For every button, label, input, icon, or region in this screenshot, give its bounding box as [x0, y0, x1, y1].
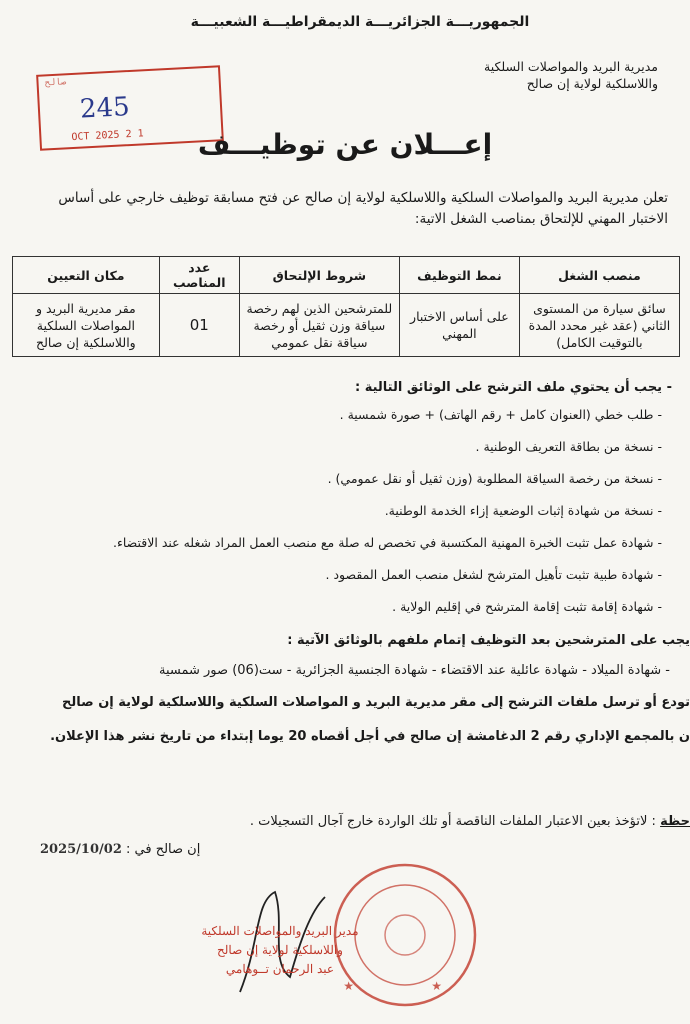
jobs-table	[12, 256, 680, 357]
republic-title: الجمهوريـــة الجزائريـــة الديمقراطيـــة الشعبيـــة	[190, 14, 530, 30]
place-label: إن صالح في :	[126, 842, 201, 857]
dept-line-2: واللاسلكية لولاية إن صالح	[526, 76, 658, 91]
page-title: إعـــلان عن توظيـــف	[197, 128, 493, 161]
table-row	[13, 294, 680, 357]
note-text: : لاتؤخذ بعين الاعتبار الملفات الناقصة أو تلك الواردة خارج آجال التسجيلات .	[249, 814, 656, 829]
directorate-name	[398, 58, 658, 92]
stamp-top-text: صالح	[44, 77, 67, 89]
documents-heading: - يجب أن يحتوي ملف الترشح على الوثائق التالية :	[354, 380, 672, 395]
signing-date: 2025/10/02	[40, 842, 122, 857]
cell-position: سائق سيارة من المستوى الثاني (عقد غير محدد المدة بالتوقيت الكامل)	[519, 294, 679, 357]
list-item: - نسخة من رخصة السياقة المطلوبة (وزن ثقيل أو نقل عمومي) .	[327, 471, 662, 486]
cell-recruitment-mode: على أساس الاختبار المهني	[399, 294, 519, 357]
dept-line-1: مديرية البريد والمواصلات السلكية	[484, 59, 658, 74]
stamp-number: 245	[79, 92, 131, 125]
note-label: حظة	[660, 814, 690, 829]
signatory-title-1: مدير البريد والمواصلات السلكية	[201, 924, 359, 938]
cell-location: مقر مديرية البريد و المواصلات السلكية واللاسلكية إن صالح	[13, 294, 160, 357]
list-item: - شهادة إقامة تثبت إقامة المترشح في إقليم الولاية .	[392, 599, 662, 614]
seal-star-icon: ★	[343, 979, 354, 993]
list-item: - نسخة من شهادة إثبات الوضعية إزاء الخدمة الوطنية.	[384, 503, 662, 518]
seal-star-icon: ★	[431, 979, 442, 993]
list-item: - شهادة طبية تثبت تأهيل المترشح لشغل منصب العمل المقصود .	[325, 567, 662, 582]
signatory-title-2: واللاسلكية لولاية إن صالح	[217, 943, 343, 957]
cell-conditions: للمترشحين الذين لهم رخصة سياقة وزن ثقيل أو رخصة سياقة نقل عمومي	[239, 294, 399, 357]
col-header-conditions: شروط الإلتحاق	[239, 257, 399, 294]
table-header-row	[13, 257, 680, 294]
signatory-name: عبد الرحمان تــوهامي	[225, 962, 335, 976]
stamp-date: 1 2 OCT 2025	[71, 128, 144, 144]
col-header-recruitment-mode: نمط التوظيف	[399, 257, 519, 294]
post-hire-heading: يجب على المترشحين بعد التوظيف إتمام ملفهم بالوثائق الآتية :	[287, 633, 690, 648]
cell-count: 01	[159, 294, 239, 357]
list-item: - نسخة من بطاقة التعريف الوطنية .	[475, 439, 662, 454]
list-item: - شهادة عمل تثبت الخبرة المهنية المكتسبة في تخصص له صلة مع منصب العمل المراد شغله عند الاقتضاء.	[113, 535, 662, 550]
col-header-position: منصب الشغل	[519, 257, 679, 294]
list-item: - طلب خطي (العنوان كامل + رقم الهاتف) + صورة شمسية .	[339, 407, 662, 422]
intro-paragraph: تعلن مديرية البريد والمواصلات السلكية واللاسلكية لولاية إن صالح عن فتح مسابقة توظيف خارجي على أساس الاختبار المهني للإلتحاق بمناصب الشغل الاتية:	[58, 190, 668, 227]
signatory-block	[150, 922, 410, 979]
place-date	[40, 842, 290, 857]
col-header-location: مكان التعيين	[13, 257, 160, 294]
post-hire-documents: - شهادة الميلاد - شهادة عائلية عند الاقتضاء - شهادة الجنسية الجزائرية - ست(06) صور شمسية	[159, 663, 670, 678]
deposit-line-2: ن بالمجمع الإداري رقم 2 الدغامشة إن صالح في أجل أقصاه 20 يوما إبتداء من تاريخ نشر هذا الإعلان.	[50, 729, 690, 744]
col-header-count: عدد المناصب	[159, 257, 239, 294]
deposit-line-1: تودع أو ترسل ملفات الترشح إلى مقر مديرية البريد و المواصلات السلكية واللاسلكية لولاية إن صالح	[61, 695, 690, 710]
note	[0, 812, 690, 831]
